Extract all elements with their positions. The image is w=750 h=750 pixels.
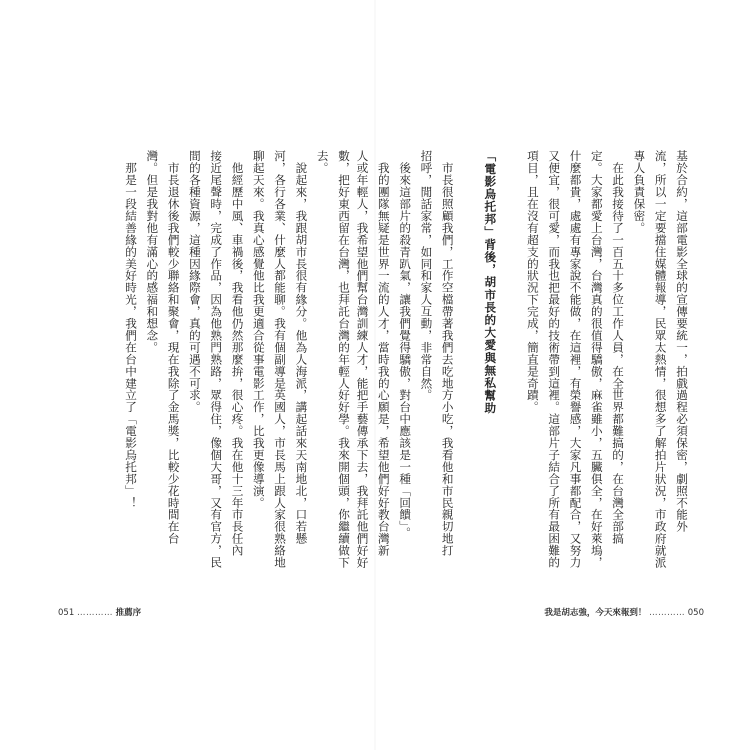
blank-column xyxy=(500,150,521,580)
dot-leader: ………… xyxy=(649,608,686,618)
text-column: 後來這部片的殺青趴氣，讓我們覺得驕傲，對台中應該是一種「回饋」。 xyxy=(398,150,413,539)
text-column: 招呼，閒話家常，如同和家人互動，非常自然。 xyxy=(419,150,434,401)
chapter-title: 我是胡志強，今天來報到！ xyxy=(544,608,647,618)
text-column: 數，把好東西留在台灣，也拜託台灣的年輕人好好學。我來開個頭，你繼續做下 xyxy=(337,150,351,569)
text-column: 去。 xyxy=(315,150,330,174)
text-column: 他經歷中風、車禍後，我看他仍然那麼拚，很心疼。我在他十三年市長任內 xyxy=(230,150,245,557)
text-column: 在此我接待了一百五十多位工作人員，在全世界都難搞的，在台灣全部搞 xyxy=(611,150,626,545)
left-page-text xyxy=(30,150,354,580)
text-column: 基於合約，這部電影全球的宣傳要統一，拍戲過程必須保密，劇照不能外 xyxy=(675,150,689,533)
text-column: 專人負責保密。 xyxy=(632,150,647,234)
text-column: 市長很照顧我們，工作空檔帶著我們去吃地方小吃，我看他和市民親切地打 xyxy=(440,150,455,557)
right-page-footer xyxy=(544,606,704,618)
text-column: 流，所以一定要擋住媒體報導，民眾太熱情，很想多了解拍片狀況，市政府就派 xyxy=(653,150,668,569)
page-number: 051 xyxy=(58,608,75,618)
page-number: 050 xyxy=(687,608,704,618)
text-column: 灣。但是我對他有滿心的感福和想念。 xyxy=(145,150,160,354)
text-column: 聊起天來。我真心感覺他比我更適合從事電影工作，比我更像導演。 xyxy=(251,150,266,509)
section-title: 推薦序 xyxy=(115,608,142,618)
blank-column xyxy=(458,150,479,580)
right-page-text xyxy=(355,150,692,580)
text-column: 市長退休後我們較少聯絡和聚會，現在我除了金馬獎，比較少花時間在台 xyxy=(166,150,181,545)
text-column: 又便宜，很可愛，而我也把最好的技術帶到這裡。這部片子結合了所有最困難的 xyxy=(547,150,562,569)
text-column: 接近尾聲時，完成了作品，因為他熟門熟路，眾得住，像個大哥，又有官方，民 xyxy=(209,150,224,569)
text-column: 定。大家都愛上台灣，台灣真的很值得驕傲，麻雀雖小，五臟俱全，在好萊塢， xyxy=(589,150,604,569)
text-column: 說起來，我跟胡市長很有緣分。他為人海派，講起話來天南地北，口若懸 xyxy=(294,150,309,545)
text-column: 我的團隊無疑是世界一流的人才，當時我的心願是，希望他們好好教台灣新 xyxy=(376,150,391,557)
section-heading: 「電影烏托邦」背後，胡市長的大愛與無私幫助 xyxy=(483,150,498,415)
text-column: 人或年輕人，我希望他們幫台灣訓練人才，能把手藝傳承下去，我拜託他們好好 xyxy=(355,150,370,569)
text-column: 河，各行各業、什麼人都能聊。我有個副導是英國人，市長馬上跟人家很熟絡地 xyxy=(273,150,288,569)
text-column: 那是一段結善緣的美好時光，我們在台中建立了「電影烏托邦」！ xyxy=(124,150,139,509)
text-column: 間的各種資源，這種因緣際會，真的可遇不可求。 xyxy=(187,150,202,413)
left-page-footer xyxy=(58,606,141,618)
dot-leader: ………… xyxy=(76,608,113,618)
text-column: 項目，且在沒有超支的狀況下完成，簡直是奇蹟。 xyxy=(525,150,540,413)
text-column: 什麼都貴，處處有專家說不能做，在這裡，有榮譽感，大家凡事都配合，又努力 xyxy=(568,150,583,569)
